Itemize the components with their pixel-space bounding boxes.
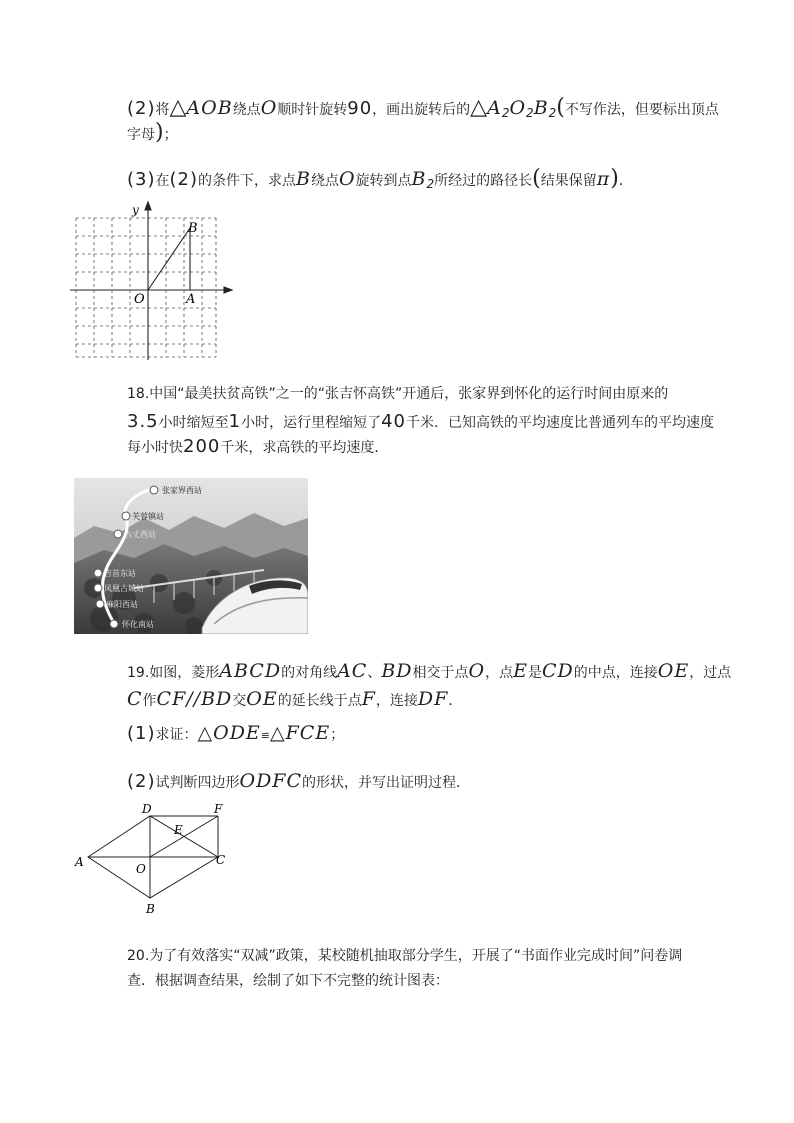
station-label: 麻阳西站: [106, 600, 138, 609]
station-marker: [94, 569, 102, 577]
q19-part1: (1)求证：△ODE≌△FCE；: [127, 722, 345, 744]
q18-line1: 18.中国“最美扶贫高铁”之一的“张吉怀高铁”开通后，张家界到怀化的运行时间由原来的: [127, 386, 669, 402]
station-marker: [96, 600, 104, 608]
q20-line1: 20.为了有效落实“双减”政策，某校随机抽取部分学生，开展了“书面作业完成时间”问卷调: [127, 948, 683, 964]
station-marker: [150, 486, 158, 494]
q17-part2-line2: 字母)；: [127, 120, 178, 145]
grid-lines: [76, 218, 216, 357]
y-axis-label: y: [132, 203, 139, 217]
label-O: O: [134, 292, 145, 307]
label-E: E: [174, 823, 183, 837]
label-F: F: [214, 802, 223, 816]
station-marker: [94, 584, 102, 592]
station-marker: [114, 530, 122, 538]
station-label: 怀化南站: [122, 620, 154, 629]
q20-line2: 查．根据调查结果，绘制了如下不完整的统计图表：: [127, 973, 449, 989]
q18-line3: 每小时快200千米，求高铁的平均速度．: [127, 436, 389, 457]
rhombus-figure: [70, 800, 240, 922]
label-D: D: [142, 802, 152, 816]
label-B: B: [188, 221, 198, 236]
coordinate-grid-figure: [70, 200, 240, 362]
q18-line2: 3.5小时缩短至1小时，运行里程缩短了40千米．已知高铁的平均速度比普通列车的平均速度: [127, 411, 714, 432]
station-label: 吉首东站: [104, 569, 136, 578]
label-B: B: [146, 902, 155, 916]
label-C: C: [216, 853, 226, 867]
station-label: 古丈西站: [124, 530, 156, 539]
station-marker: [122, 512, 130, 520]
station-marker: [110, 620, 118, 628]
q17-part3: (3)在(2)的条件下，求点B绕点O旋转到点B2所经过的路径长(结果保留π)．: [127, 166, 633, 191]
station-label: 张家界西站: [162, 486, 202, 495]
q19-line1: 19.如图，菱形ABCD的对角线AC、BD相交于点O，点E是CD的中点，连接OE，过点: [127, 660, 732, 682]
label-O: O: [136, 862, 146, 876]
label-A: A: [75, 855, 84, 869]
q19-line2: C作CF//BD交OE的延长线于点F，连接DF．: [127, 688, 463, 710]
label-A: A: [186, 292, 196, 307]
high-speed-rail-photo: [74, 478, 308, 634]
q19-part2: (2)试判断四边形ODFC的形状，并写出证明过程．: [127, 770, 471, 792]
station-label: 芙蓉镇站: [132, 512, 164, 521]
q17-part2-line1: (2)将△AOB绕点O顺时针旋转90，画出旋转后的△A2O2B2(不写作法，但要标出顶点: [127, 95, 719, 120]
station-label: 凤凰古城站: [104, 584, 144, 593]
rail-route-illustration: [74, 478, 308, 634]
